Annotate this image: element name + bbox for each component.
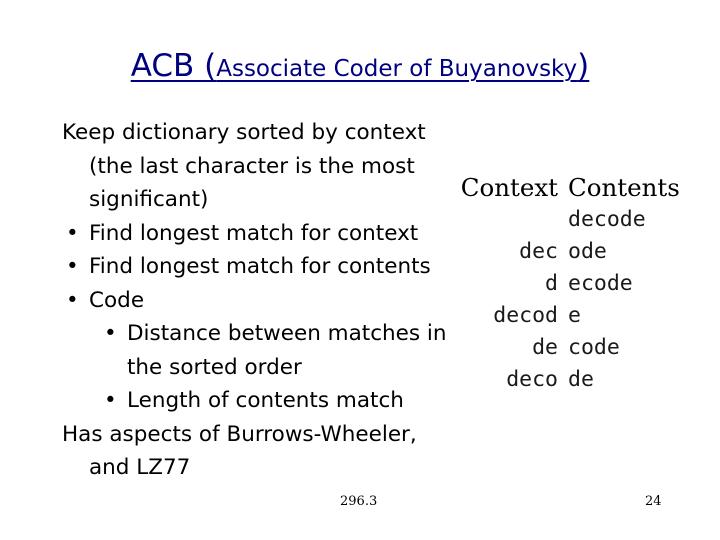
bullet-text: Code [89,287,145,313]
contents-cell: de [568,367,594,392]
body-line: Has aspects of Burrows-Wheeler, [62,421,417,447]
body-line: significant) [89,187,209,212]
table-header [460,172,680,204]
slide-title [0,48,720,84]
context-cell: decod [493,303,558,328]
context-cell: deco [506,367,558,392]
bullet-item [62,284,462,318]
header-context: Context [460,173,558,202]
body-line: and LZ77 [89,455,191,480]
bullet-text: Find longest match for context [89,220,419,246]
footer-page-number: 24 [645,494,662,509]
dictionary-table [460,172,680,396]
sub-bullet-item [62,384,462,418]
context-cell: dec [519,239,558,264]
slide-title-end: ) [577,48,590,84]
sub-bullet-item [62,317,462,351]
body-line: (the last character is the most [89,153,415,179]
header-contents: Contents [568,173,680,202]
table-row [460,268,680,300]
slide-body [62,116,462,485]
context-cell: de [532,335,558,360]
table-row [460,300,680,332]
body-line: Keep dictionary sorted by context [62,120,426,145]
contents-cell: e [568,303,581,328]
slide-title-main: ACB ( [130,48,217,84]
table-row [460,236,680,268]
table-row [460,204,680,236]
slide-title-sub: Associate Coder of Buyanovsky [216,56,578,82]
table-row [460,332,680,364]
bullet-text: Find longest match for contents [89,254,431,279]
contents-cell: ecode [568,271,633,296]
contents-cell: decode [568,207,646,232]
sub-bullet-continuation: the sorted order [127,354,302,380]
bullet-item [62,217,462,251]
table-row [460,364,680,396]
context-cell: d [545,271,558,296]
contents-cell: ode [568,239,607,264]
bullet-item [62,250,462,284]
sub-bullet-text: Length of contents match [127,388,404,413]
contents-cell: code [568,335,620,360]
footer-course-number: 296.3 [340,494,378,509]
sub-bullet-text: Distance between matches in [127,321,447,346]
